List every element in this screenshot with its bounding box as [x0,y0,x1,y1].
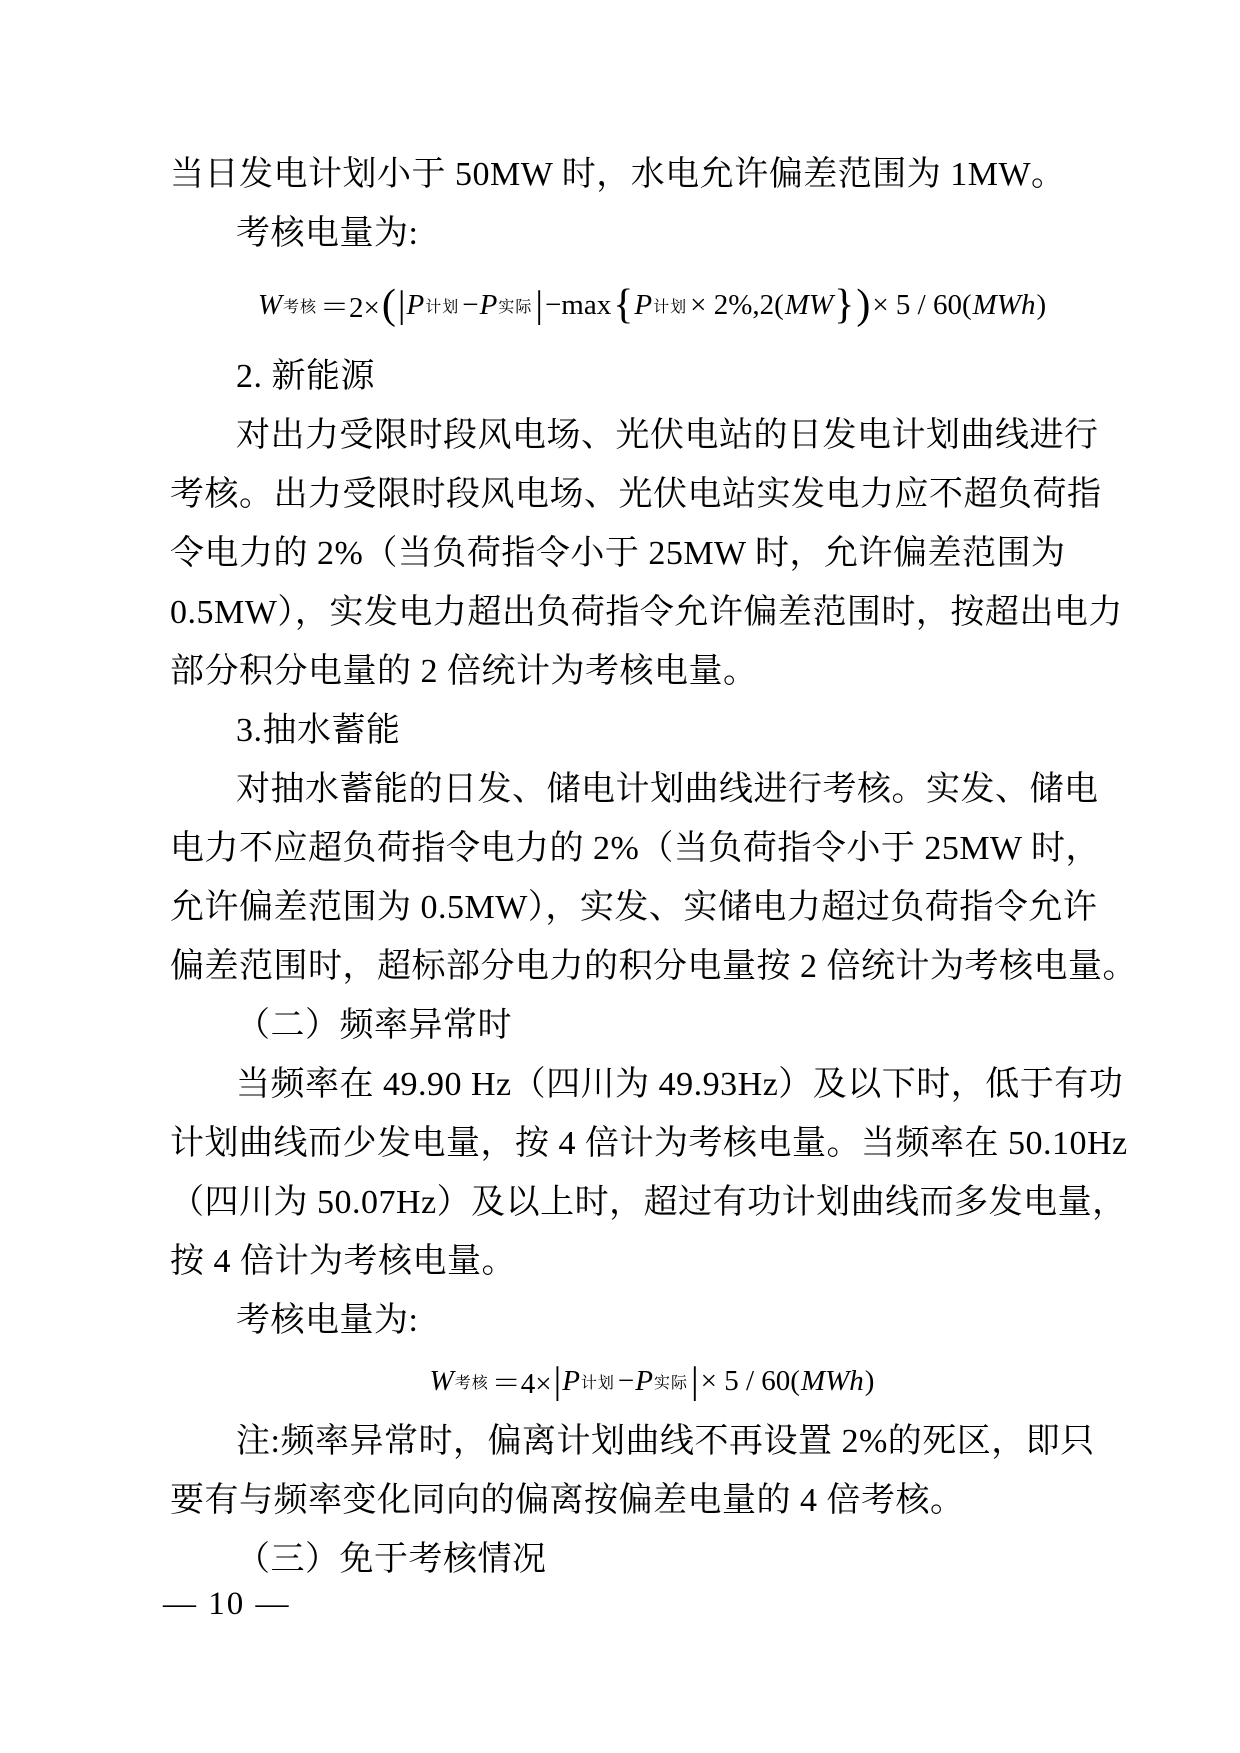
formula-subscript: 计划 [425,298,460,316]
formula-symbol-p-actual: P [635,1364,653,1397]
formula-operator-max: −max [544,288,612,321]
formula-operator: − [462,288,479,321]
formula-paren-close: ) [856,282,871,328]
para-pumped-storage-line-4: 偏差范围时，超标部分电力的积分电量按 2 倍统计为考核电量。 [170,948,1137,985]
formula-symbol-p-plan: P [406,288,425,321]
formula-hydro-assessment [170,263,1085,347]
formula-unit-mwh: MWh [800,1364,864,1397]
formula-operator: × 2%,2( [690,288,784,321]
label-assessment-energy-1: 考核电量为: [236,215,419,252]
heading-frequency-abnormal: （二）频率异常时 [236,1007,512,1044]
note-frequency-line-1: 注:频率异常时，偏离计划曲线不再设置 2%的死区，即只 [236,1423,1095,1460]
formula-symbol-p-actual: P [479,288,498,321]
document-body [170,145,1137,1589]
formula-operator: ＝4× [491,1367,552,1400]
heading-3-pumped-storage: 3.抽水蓄能 [236,712,401,749]
formula-unit-mwh: MWh [972,288,1036,321]
formula-subscript: 实际 [498,298,533,316]
formula-paren: ) [1036,288,1047,321]
para-pumped-storage-line-3: 允许偏差范围为 0.5MW），实发、实储电力超过负荷指令允许 [170,889,1098,926]
formula-subscript: 计划 [653,298,688,316]
formula-operator: − [617,1364,635,1397]
formula-symbol-w: W [257,288,283,321]
para-frequency-line-3: （四川为 50.07Hz）及以上时，超过有功计划曲线而多发电量， [170,1184,1127,1221]
formula-symbol-w: W [429,1364,454,1397]
formula-operator: ＝2× [320,291,380,324]
heading-2-new-energy: 2. 新能源 [236,358,375,395]
page-number: — 10 — [163,1586,291,1622]
para-frequency-line-1: 当频率在 49.90 Hz（四川为 49.93Hz）及以下时，低于有功 [236,1066,1124,1103]
line-hydro-allowed-deviation: 当日发电计划小于 50MW 时，水电允许偏差范围为 1MW。 [170,156,1066,193]
formula-symbol-p-plan: P [634,288,653,321]
heading-exemption: （三）免于考核情况 [236,1541,547,1578]
para-new-energy-line-5: 部分积分电量的 2 倍统计为考核电量。 [170,653,758,690]
note-frequency-line-2: 要有与频率变化同向的偏离按偏差电量的 4 倍考核。 [170,1482,965,1519]
formula-subscript: 实际 [654,1374,689,1392]
para-frequency-line-2: 计划曲线而少发电量，按 4 倍计为考核电量。当频率在 50.10Hz [170,1125,1128,1162]
para-pumped-storage-line-2: 电力不应超负荷指令电力的 2%（当负荷指令小于 25MW 时， [170,830,1101,867]
para-pumped-storage-line-1: 对抽水蓄能的日发、储电计划曲线进行考核。实发、储电 [236,771,1099,808]
formula-brace-open: { [613,282,634,328]
formula-abs-bar: | [553,1360,562,1402]
formula-abs-bar: | [691,1360,699,1402]
formula-subscript: 考核 [454,1374,489,1392]
para-new-energy-line-3: 令电力的 2%（当负荷指令小于 25MW 时，允许偏差范围为 [170,535,1066,572]
para-new-energy-line-1: 对出力受限时段风电场、光伏电站的日发电计划曲线进行 [236,417,1099,454]
para-new-energy-line-4: 0.5MW），实发电力超出负荷指令允许偏差范围时，按超出电力 [170,594,1123,631]
formula-frequency-assessment [170,1350,1085,1412]
label-assessment-energy-2: 考核电量为: [236,1302,419,1339]
formula-paren: ) [864,1364,875,1397]
formula-abs-bar: | [397,284,406,326]
formula-abs-bar: | [535,284,543,326]
para-new-energy-line-2: 考核。出力受限时段风电场、光伏电站实发电力应不超负荷指 [170,476,1102,513]
formula-paren-open: ( [381,282,396,328]
formula-brace-close: } [834,282,855,328]
formula-subscript: 考核 [283,298,318,316]
formula-subscript: 计划 [580,1374,615,1392]
formula-operator: × 5 / 60( [872,288,972,321]
formula-symbol-p-plan: P [562,1364,580,1397]
formula-operator: × 5 / 60( [700,1364,800,1397]
formula-unit-mw: MW [784,288,834,321]
para-frequency-line-4: 按 4 倍计为考核电量。 [170,1243,516,1280]
